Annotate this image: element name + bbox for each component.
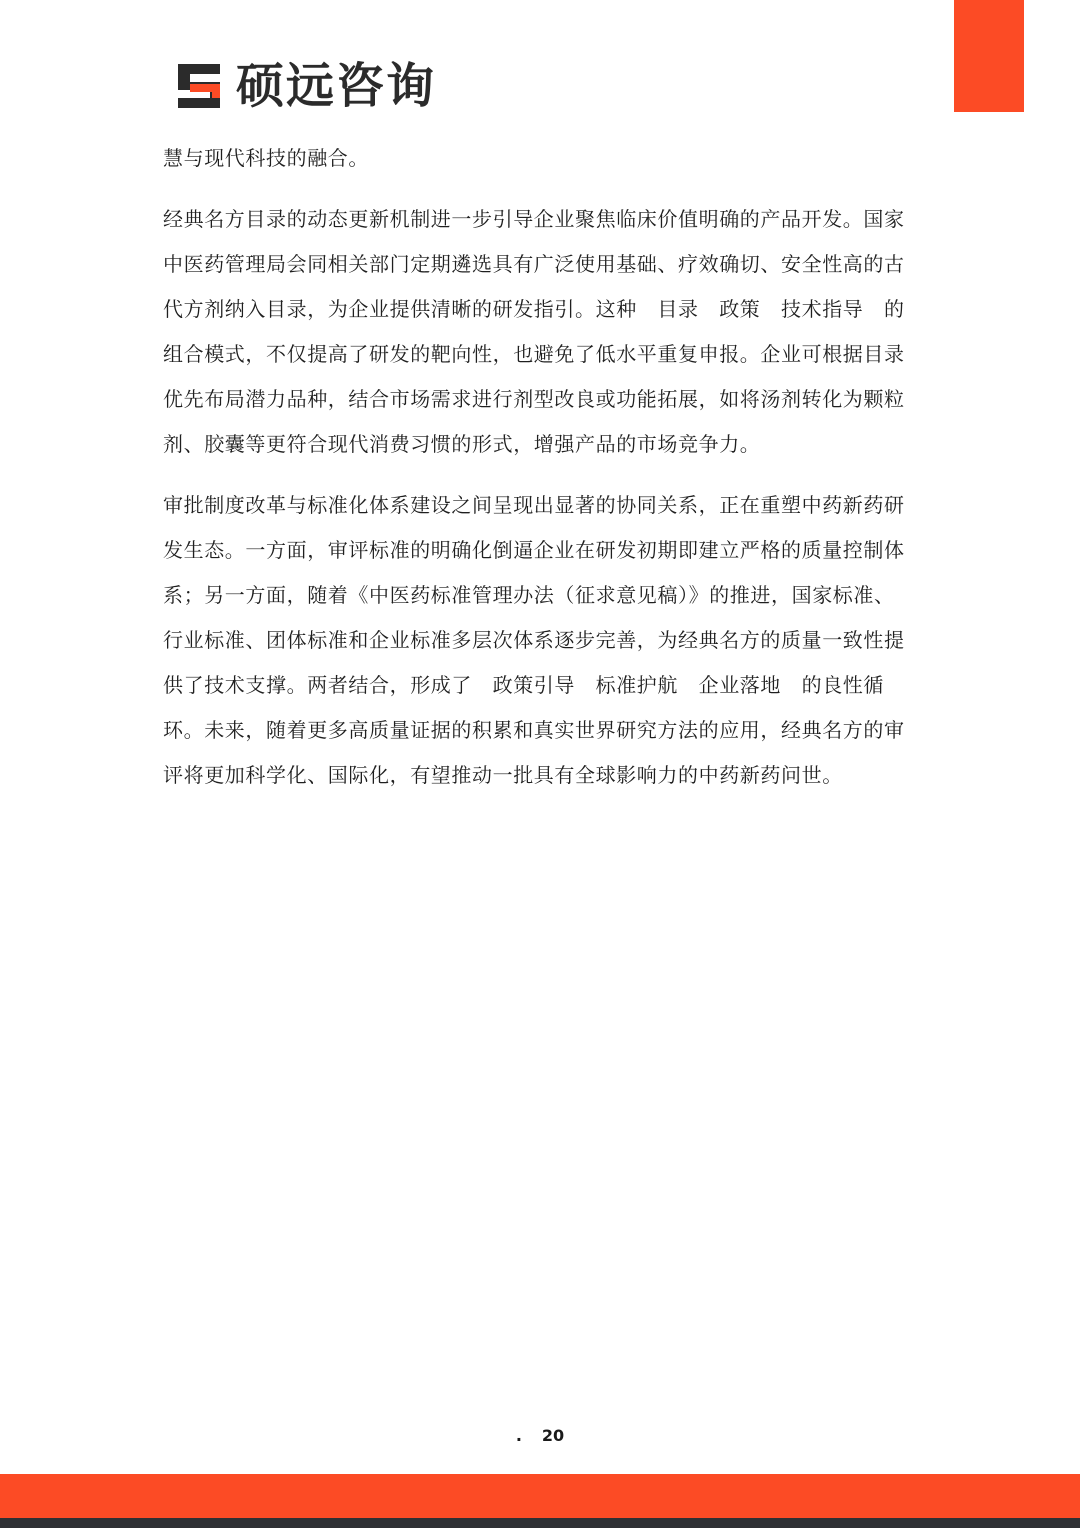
corner-accent-tab xyxy=(954,0,1024,112)
page-number-value: 20 xyxy=(541,1426,565,1445)
s-logo-icon xyxy=(176,62,226,110)
paragraph-3: 审批制度改革与标准化体系建设之间呈现出显著的协同关系，正在重塑中药新药研发生态。一方面，审评标准的明确化倒逼企业在研发初期即建立严格的质量控制体系；另一方面，随着《中医药标准管理办法（征求意见稿）》的推进，国家标准、行业标准、团体标准和企业标准多层次体系逐步完善，为经典名方的质量一致性提供了技术支撑。两者结合，形成了 政策引导 标准护航 企业落地 的良性循环。未来，随着更多高质量证据的积累和真实世界研究方法的应用，经典名方的审评将更加科学化、国际化，有望推动一批具有全球影响力的中药新药问世。 xyxy=(163,493,905,787)
paragraph-1: 慧与现代科技的融合。 xyxy=(163,146,369,170)
page-number-dot: . xyxy=(515,1426,522,1445)
company-logo xyxy=(176,58,436,114)
footer-accent-bar xyxy=(0,1474,1080,1518)
page-number xyxy=(0,1426,1080,1445)
paragraph-2: 经典名方目录的动态更新机制进一步引导企业聚焦临床价值明确的产品开发。国家中医药管理局会同相关部门定期遴选具有广泛使用基础、疗效确切、安全性高的古代方剂纳入目录，为企业提供清晰的研发指引。这种 目录 政策 技术指导 的组合模式，不仅提高了研发的靶向性，也避免了低水平重复申报。企业可根据目录优先布局潜力品种，结合市场需求进行剂型改良或功能拓展，如将汤剂转化为颗粒剂、胶囊等更符合现代消费习惯的形式，增强产品的市场竞争力。 xyxy=(163,207,905,456)
footer-dark-strip xyxy=(0,1518,1080,1528)
logo-text: 硕远咨询 xyxy=(236,58,437,114)
document-body xyxy=(163,136,913,814)
